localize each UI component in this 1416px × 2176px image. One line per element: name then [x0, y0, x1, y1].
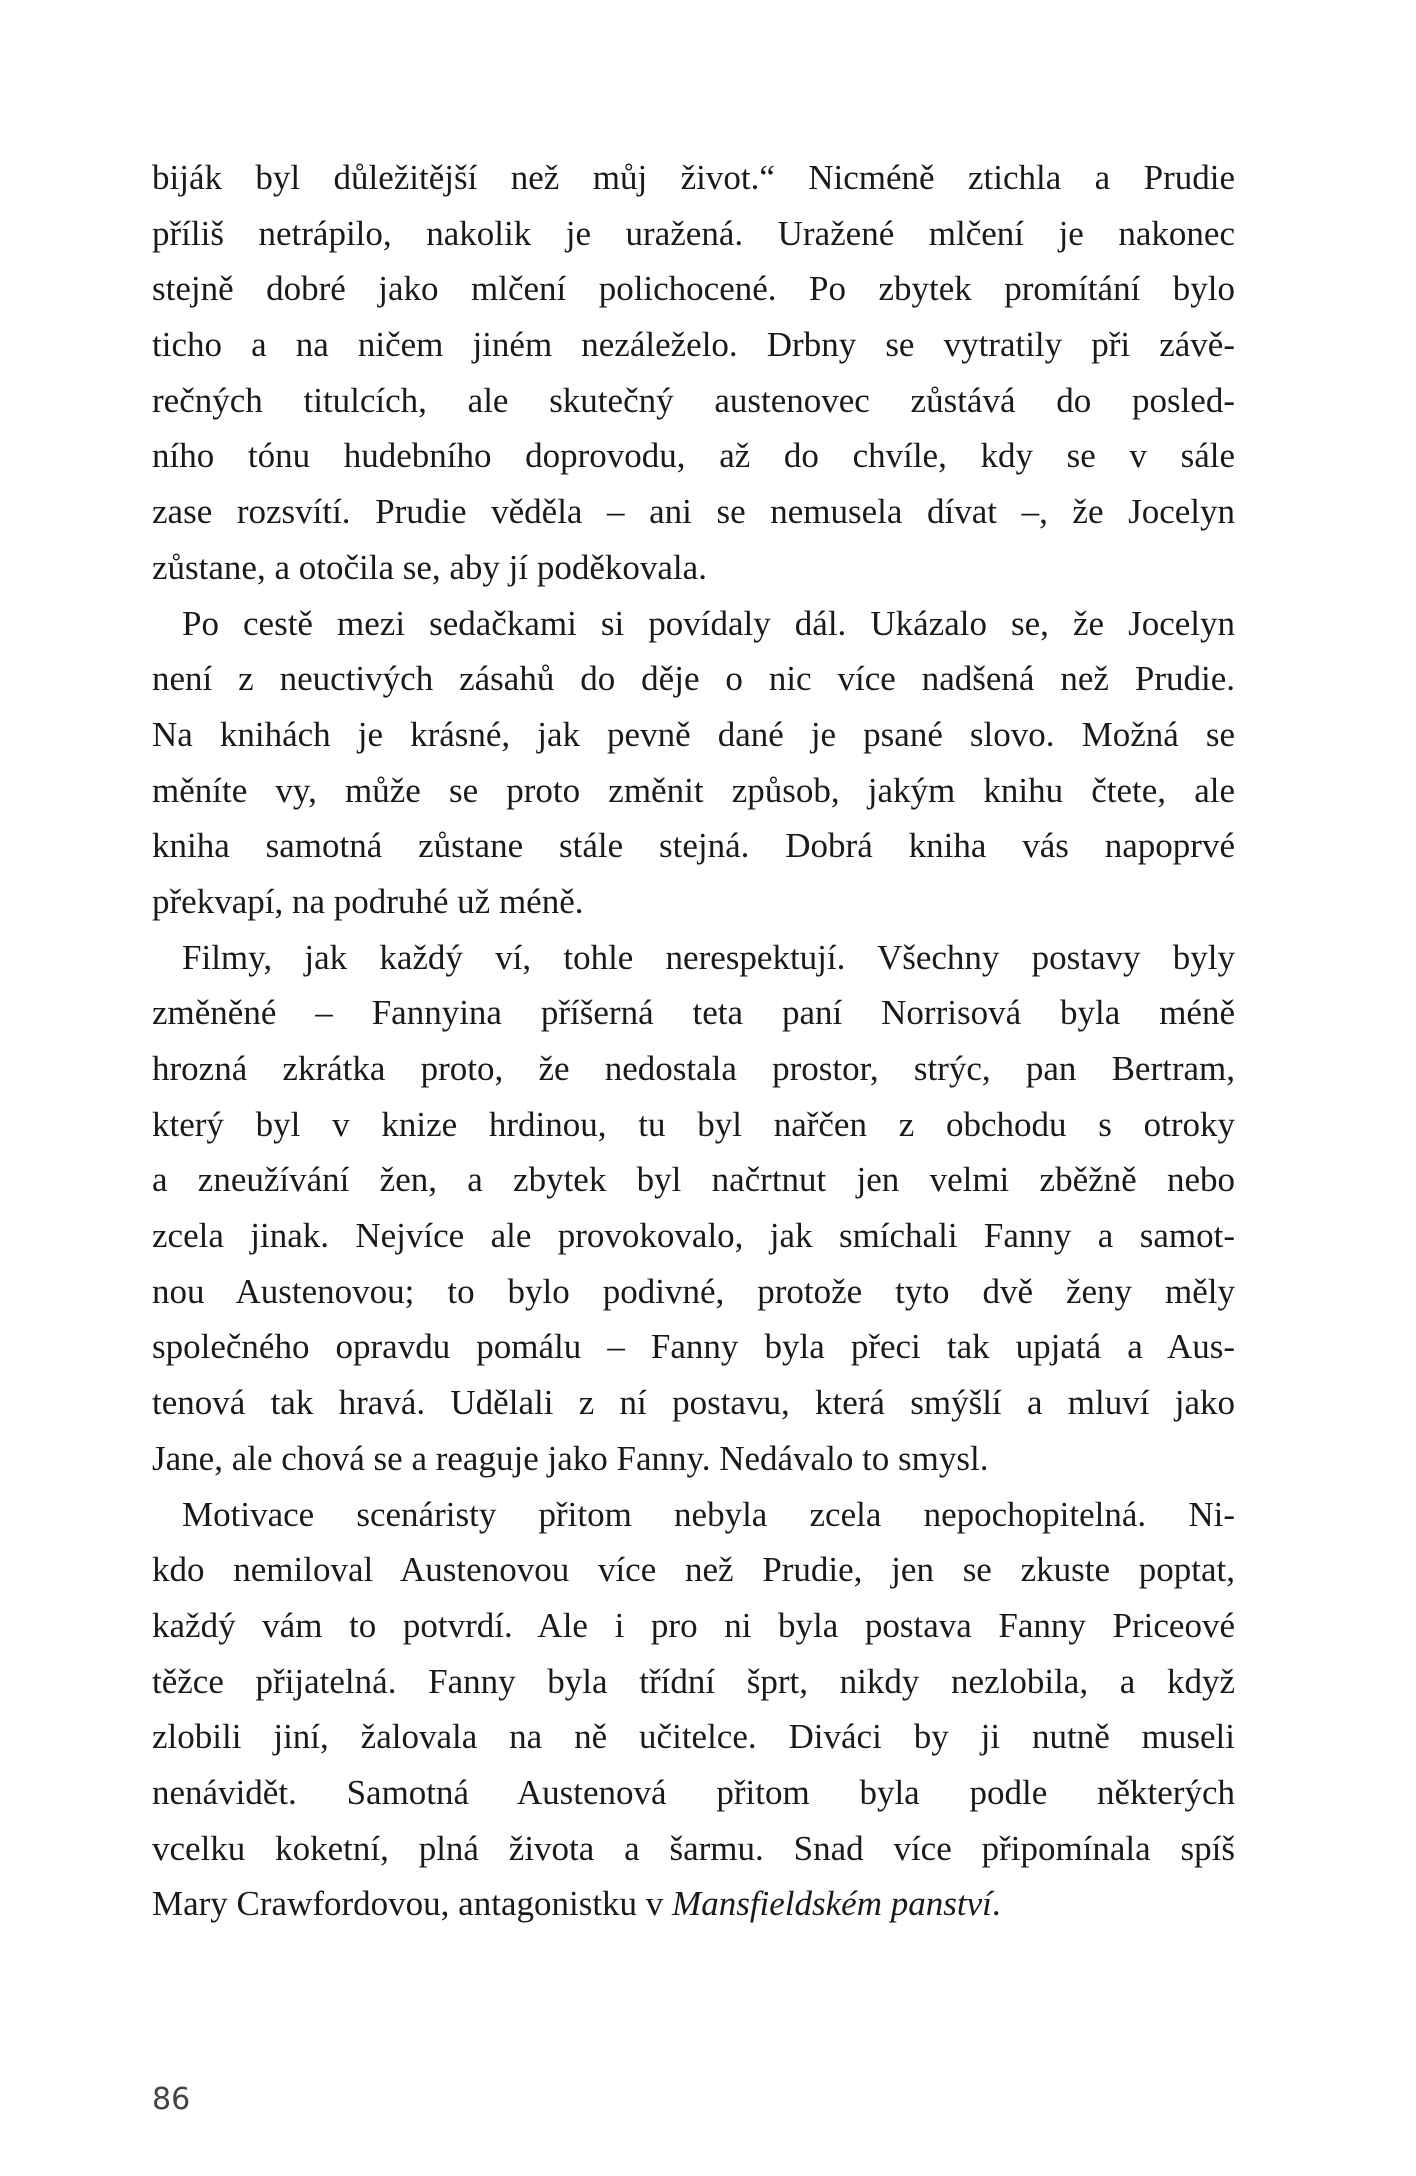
text-line: kniha samotná zůstane stále stejná. Dobrá kniha vás napoprvé — [152, 826, 1235, 866]
text-line: nou Austenovou; to bylo podivné, protože tyto dvě ženy měly — [152, 1271, 1235, 1311]
text-line: ticho a na ničem jiném nezáleželo. Drbny se vytratily při závě- — [152, 325, 1235, 365]
final-period: . — [991, 1884, 1001, 1924]
text-line: ního tónu hudebního doprovodu, až do chvíle, kdy se v sále — [152, 436, 1235, 476]
paragraph — [152, 150, 1235, 596]
text-line: Jane, ale chová se a reaguje jako Fanny. Nedávalo to smysl. — [152, 1438, 989, 1478]
text-line: vcelku koketní, plná života a šarmu. Snad více připomínala spíš — [152, 1828, 1235, 1868]
text-line: překvapí, na podruhé už méně. — [152, 881, 584, 921]
paragraph — [152, 930, 1235, 1487]
text-line: každý vám to potvrdí. Ale i pro ni byla postava Fanny Priceové — [152, 1605, 1235, 1645]
text-line: zlobili jiní, žalovala na ně učitelce. Diváci by ji nutně museli — [152, 1717, 1235, 1757]
text-line: nenávidět. Samotná Austenová přitom byla podle některých — [152, 1772, 1235, 1812]
text-line: není z neuctivých zásahů do děje o nic více nadšená než Prudie. — [152, 659, 1235, 699]
text-line: změněné – Fannyina příšerná teta paní Norrisová byla méně — [152, 993, 1235, 1033]
body-text — [152, 150, 1235, 1932]
book-title: Mansfieldském panství — [672, 1884, 992, 1924]
text-line: společného opravdu pomálu – Fanny byla přeci tak upjatá a Aus- — [152, 1327, 1235, 1367]
text-line: Po cestě mezi sedačkami si povídaly dál. Ukázalo se, že Jocelyn — [182, 603, 1235, 643]
text-line: zase rozsvítí. Prudie věděla – ani se nemusela dívat –, že Jocelyn — [152, 492, 1235, 532]
text-line: měníte vy, může se proto změnit způsob, jakým knihu čtete, ale — [152, 770, 1235, 810]
paragraph — [152, 1487, 1235, 1933]
paragraph — [152, 596, 1235, 930]
text-line: příliš netrápilo, nakolik je uražená. Uražené mlčení je nakonec — [152, 213, 1235, 253]
text-line: hrozná zkrátka proto, že nedostala prostor, strýc, pan Bertram, — [152, 1049, 1235, 1088]
text-line: který byl v knize hrdinou, tu byl nařčen z obchodu s otroky — [152, 1104, 1235, 1144]
text-line: rečných titulcích, ale skutečný austenovec zůstává do posled- — [152, 380, 1235, 420]
text-line: stejně dobré jako mlčení polichocené. Po zbytek promítání bylo — [152, 269, 1235, 309]
text-line-start: Mary Crawfordovou, antagonistku v — [152, 1884, 673, 1924]
text-line: těžce přijatelná. Fanny byla třídní šprt, nikdy nezlobila, a když — [152, 1661, 1235, 1701]
text-line: Na knihách je krásné, jak pevně dané je psané slovo. Možná se — [152, 714, 1235, 754]
page-number: 86 — [152, 2082, 191, 2117]
text-line — [152, 1876, 1235, 1932]
text-line: kdo nemiloval Austenovou více než Prudie, jen se zkuste poptat, — [152, 1550, 1235, 1590]
text-line: a zneužívání žen, a zbytek byl načrtnut jen velmi zběžně nebo — [152, 1160, 1235, 1200]
text-line: biják byl důležitější než můj život.“ Nicméně ztichla a Prudie — [152, 158, 1235, 197]
text-line: Motivace scenáristy přitom nebyla zcela nepochopitelná. Ni- — [182, 1494, 1235, 1534]
text-line: Filmy, jak každý ví, tohle nerespektují. Všechny postavy byly — [182, 937, 1235, 977]
text-line: zcela jinak. Nejvíce ale provokovalo, jak smíchali Fanny a samot- — [152, 1216, 1235, 1256]
text-line: zůstane, a otočila se, aby jí poděkovala. — [152, 547, 707, 587]
text-line: tenová tak hravá. Udělali z ní postavu, která smýšlí a mluví jako — [152, 1383, 1235, 1423]
